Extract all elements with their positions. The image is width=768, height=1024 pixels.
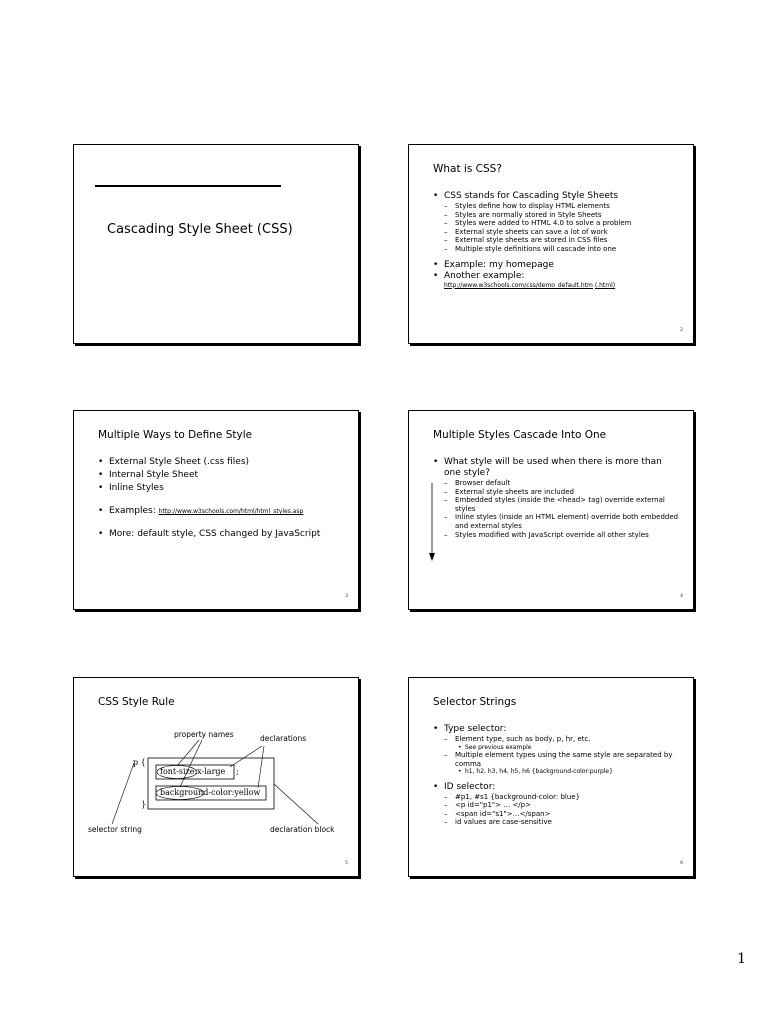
title-rule	[95, 185, 281, 187]
sub-bullet: – Styles modified with JavaScript override all other styles	[433, 531, 679, 540]
sub-bullet: – Multiple style definitions will cascade into one	[433, 245, 679, 254]
sub-bullet: – id values are case-sensitive	[433, 818, 679, 827]
sub-bullet: – Inline styles (inside an HTML element) override both embedded and external styles	[433, 513, 679, 530]
sub-sub-bullet: • h1, h2, h3, h4, h5, h6 {background-color:purple}	[433, 768, 679, 775]
semicolon-code: ;	[236, 767, 239, 776]
bullet: • Another example:	[433, 271, 679, 282]
bullet-label: Examples:	[109, 506, 156, 516]
slide-5	[73, 677, 359, 877]
bullet: • ID selector:	[433, 782, 679, 793]
declarations-label: declarations	[260, 734, 307, 743]
sub-sub-bullet: • See previous example	[433, 744, 679, 751]
slide-body	[433, 191, 679, 289]
sub-bullet: – <span id="s1">…</span>	[433, 810, 679, 819]
slide-title: Cascading Style Sheet (CSS)	[107, 222, 293, 237]
slide-title: CSS Style Rule	[98, 696, 175, 708]
sub-bullet: – External style sheets are included	[433, 488, 679, 497]
bullet: • What style will be used when there is more than one style?	[433, 457, 679, 479]
slide-number: 4	[680, 594, 683, 599]
bullet	[98, 506, 344, 517]
selector-code: p {	[133, 758, 146, 767]
property-names-label: property names	[174, 730, 234, 739]
slide-title: Multiple Styles Cascade Into One	[433, 429, 607, 441]
slide-body	[433, 457, 679, 539]
sub-bullet: – Styles define how to display HTML elements	[433, 202, 679, 211]
slide-3	[73, 410, 359, 610]
property-code: font-size:x-large	[160, 767, 226, 776]
sub-bullet: – Styles were added to HTML 4.0 to solve a problem	[433, 219, 679, 228]
bullet: • Internal Style Sheet	[98, 470, 344, 481]
examples-link[interactable]: http://www.w3schools.com/html/html_styles.asp	[158, 508, 304, 515]
bullet: • Inline Styles	[98, 483, 344, 494]
selector-string-label: selector string	[88, 825, 142, 834]
sub-bullet: – Browser default	[433, 479, 679, 488]
sub-bullet: – Embedded styles (inside the <head> tag) override external styles	[433, 496, 679, 513]
bullet: • External Style Sheet (.css files)	[98, 457, 344, 468]
close-brace-code: }	[141, 800, 147, 809]
slide-6	[408, 677, 694, 877]
sub-bullet: – Element type, such as body, p, hr, etc.	[433, 735, 679, 744]
sub-bullet: – Styles are normally stored in Style Sheets	[433, 211, 679, 220]
sub-bullet: – <p id="p1"> … </p>	[433, 801, 679, 810]
slide-body	[433, 724, 679, 827]
bullet: • More: default style, CSS changed by JavaScript	[98, 529, 344, 540]
slide-2	[408, 144, 694, 344]
slide-1	[73, 144, 359, 344]
style-rule-diagram	[74, 678, 359, 877]
slide-title: Multiple Ways to Define Style	[98, 429, 253, 441]
sub-bullet: – External style sheets can save a lot of work	[433, 228, 679, 237]
example-link-html[interactable]: (.html)	[594, 281, 616, 289]
slide-title: What is CSS?	[433, 163, 502, 175]
property-code: background-color:yellow	[160, 788, 261, 797]
slide-4	[408, 410, 694, 610]
sub-bullet: – #p1, #s1 {background-color: blue}	[433, 793, 679, 802]
bullet: • Type selector:	[433, 724, 679, 735]
bullet: • Example: my homepage	[433, 260, 679, 271]
slide-number: 5	[345, 861, 348, 866]
slide-title: Selector Strings	[433, 696, 517, 708]
sub-bullet: – External style sheets are stored in CSS files	[433, 236, 679, 245]
declaration-block-label: declaration block	[270, 825, 335, 834]
slide-number: 3	[345, 594, 348, 599]
sub-bullet: – Multiple element types using the same style are separated by comma	[433, 751, 679, 768]
slide-number: 2	[680, 328, 683, 333]
slide-body	[98, 457, 344, 540]
page-number: 1	[737, 951, 746, 967]
bullet: • CSS stands for Cascading Style Sheets	[433, 191, 679, 202]
example-link[interactable]: http://www.w3schools.com/css/demo_default.htm	[444, 281, 593, 289]
slide-number: 6	[680, 861, 683, 866]
